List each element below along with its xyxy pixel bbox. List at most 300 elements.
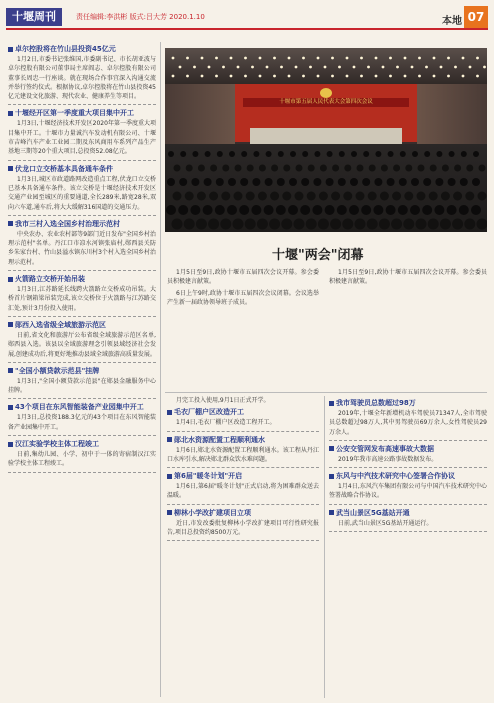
article-divider [329,504,487,505]
bullet-square-icon [329,401,334,406]
ceiling-light [476,75,479,78]
mid_col-headline-text: 郧北水资源配置工程顺利通水 [174,435,265,444]
ceiling-light [462,57,465,60]
article-divider [167,467,319,468]
article-divider [8,362,156,363]
ceiling-light [425,66,428,69]
left_col-headline-text: 郧西入选省级全域旅游示范区 [15,320,106,329]
audience-head [301,178,309,186]
article-divider [8,215,156,216]
audience-head [466,165,473,172]
left_col-headline [8,274,156,284]
audience-head [276,205,286,215]
stage-banner: 十堰市第五届人民代表大会第四次会议 [243,98,409,107]
left_col-body: 1月3日,总投资188.3亿元的43个项目在东风智能装备产业园集中开工。 [8,414,156,431]
page-number: 07 [464,6,488,28]
audience-head [380,192,389,201]
section-rule [165,392,487,393]
ceiling-light [404,57,407,60]
ceiling-light [476,57,479,60]
article-divider [329,440,487,441]
right_col-body: 1月4日,东风汽车集团有限公司与中国汽车技术研究中心签署战略合作协议。 [329,483,487,500]
bullet-square-icon [167,510,172,515]
masthead: 十堰周刊 [6,8,62,26]
left_col-headline-text: 十堰经开区第一季度重大项目集中开工 [15,109,134,118]
audience-head [234,192,243,201]
audience-head [418,165,425,172]
ceiling-light [389,57,392,60]
audience-head [245,219,256,230]
audience-head [387,178,395,186]
bullet-square-icon [329,510,334,515]
audience-head [373,205,383,215]
audience-head [220,219,231,230]
audience-head [460,178,468,186]
audience-head [235,165,242,172]
audience-head [215,205,225,215]
right_col-body: 2019年我市高速公路事故数据发布。 [338,455,438,463]
mid_col-headline-text: 第6届"暖冬计划"开启 [174,472,243,481]
audience-head [410,205,420,215]
left_col-headline-text: 火箭路立交桥开始吊装 [15,275,85,284]
audience-head [392,192,401,201]
audience-head [332,165,339,172]
audience-head [168,151,174,157]
audience-head [203,205,213,215]
right-column [329,396,487,698]
right_col-headline [329,444,487,454]
audience-head [453,192,462,201]
ceiling-light [201,57,204,60]
audience-head [362,178,370,186]
audience-heads [165,148,487,232]
audience-head [288,205,298,215]
audience-head [363,151,369,157]
audience-head [247,165,254,172]
audience-head [331,192,340,201]
left_col-body: 日前,省文化和旅游厅公布省级全域旅游示范区名单,郧西县入选。该县以全域旅游理念引领县域经济社会发展,创建成功后,将更好地推动县域全域旅游高质量发展。 [8,331,156,358]
audience-head [447,205,457,215]
ceiling-light [222,66,225,69]
audience-head [266,151,272,157]
left_col-body: 中央农办、农业农村部等9部门近日发布"全国乡村治理示范村"名单。丹江口市凉水河镇张庙村,郧西县关防乡朱家台村、竹山县溢水镇东川村3个村入选全国乡村治理示范村。 [8,230,156,266]
mid_col-headline [167,508,319,518]
audience-head [349,205,359,215]
audience-head [278,151,284,157]
bullet-square-icon [8,405,13,410]
audience-head [264,205,274,215]
mid-paragraph-1: 1月5日至9日,政协十堰市五届四次会议开幕。参会委员积极建言献策。 [167,269,319,286]
audience-head [252,178,260,186]
ceiling-light [273,57,276,60]
ceiling-light [353,66,356,69]
ceiling-light [317,57,320,60]
left_col-headline [8,439,156,449]
ceiling-light [331,57,334,60]
audience-head [326,178,334,186]
ceiling-light [483,66,486,69]
audience-head [379,219,390,230]
left_col-headline [8,366,156,376]
audience-head [185,192,194,201]
audience-head [239,205,249,215]
assembly-photo [165,48,487,232]
audience-head [191,178,199,186]
audience-head [180,151,186,157]
ceiling-light [208,66,211,69]
audience-head [295,192,304,201]
left_col-headline-text: 43个项目在东风智能装备产业园集中开工 [15,403,144,412]
header-info: 责任编辑:李洪彬 版式:吕大芳 2020.1.10 [76,13,205,21]
audience-head [404,192,413,201]
audience-head [356,192,365,201]
ceiling-light [367,66,370,69]
audience-head [368,192,377,201]
audience-head [308,165,315,172]
ceiling-light [302,57,305,60]
audience-head [461,151,467,157]
right_col-headline [329,398,487,408]
right_col-headline [329,471,487,481]
audience-head [210,165,217,172]
audience-head [184,219,195,230]
audience-head [428,219,439,230]
left_col-headline [8,164,156,174]
ceiling-light [418,75,421,78]
mid_col-headline [167,471,319,481]
audience-head [277,178,285,186]
ceiling-light [259,75,262,78]
audience-head [471,205,481,215]
audience-head [374,178,382,186]
audience-head [343,192,352,201]
audience-head [423,178,431,186]
left-column [8,42,156,698]
article-divider [167,540,319,541]
audience-head [355,219,366,230]
ceiling-light [172,57,175,60]
audience-head [441,192,450,201]
audience-head [464,219,475,230]
ceiling-light [251,66,254,69]
left_col-body: 日前,集幼儿园、小学、初中于一体的寄宿制汉江实验学校主体工程竣工。 [8,451,156,468]
audience-head [449,151,455,157]
article-divider [167,504,319,505]
audience-head [442,165,449,172]
audience-head [228,178,236,186]
ceiling-light [288,57,291,60]
audience-head [302,151,308,157]
audience-head [282,192,291,201]
ceiling-light [244,75,247,78]
audience-head [313,178,321,186]
audience-head [327,151,333,157]
bullet-square-icon [329,474,334,479]
audience-head [454,165,461,172]
bullet-square-icon [8,442,13,447]
audience-head [430,165,437,172]
column-divider-2 [324,396,325,698]
mid_col-headline [167,407,319,417]
bullet-square-icon [8,368,13,373]
right_col-headline-text: 东风与中汽技术研究中心签署合作协议 [336,472,455,481]
audience-head [257,219,268,230]
article-divider [8,398,156,399]
ceiling-light [309,66,312,69]
audience-head [197,192,206,201]
article-divider [8,270,156,271]
article-divider [329,531,487,532]
mid_col-headline-text: 柳林小学改扩建项目立项 [174,508,251,517]
audience-head [416,219,427,230]
audience-head [209,192,218,201]
mid-paragraph-2: 6日上午9时,政协十堰市五届四次会议闭幕。会议选举产生新一届政协领导班子成员。 [167,289,319,306]
audience-head [227,205,237,215]
ceiling-light [244,57,247,60]
bullet-square-icon [8,221,13,226]
audience-head [205,151,211,157]
ceiling-light [462,75,465,78]
right_col-headline-text: 我市驾驶员总数超过98万 [336,399,416,407]
column-divider [160,42,161,697]
left_col-headline-text: 我市三村入选全国乡村治理示范村 [15,219,120,228]
ceiling-light [331,75,334,78]
mid_col-body: 1月6日,郧北水资源配置工程顺利通水。该工程从丹江口水库引水,解决郧北群众饮水难问题。 [167,446,319,463]
audience-head [259,165,266,172]
mid-text-top: 月完工投入使用,9月1日正式开学。 [176,397,270,404]
article-divider [8,472,156,473]
left_col-headline [8,44,156,54]
audience-head [251,205,261,215]
left_col-headline [8,219,156,229]
ceiling-light [259,57,262,60]
audience-head [357,165,364,172]
ceiling-light [454,66,457,69]
audience-head [174,165,181,172]
left_col-headline-text: 卓尔控股将在竹山县投资45亿元 [15,45,116,53]
ceiling-light [338,66,341,69]
audience-head [477,219,488,230]
audience-head [429,192,438,201]
audience-head [233,219,244,230]
mid-article-a [167,268,319,388]
audience-head [319,192,328,201]
audience-head [166,205,176,215]
audience-head [296,165,303,172]
audience-head [337,205,347,215]
ceiling-light [230,75,233,78]
audience-head [381,165,388,172]
ceiling-light [288,75,291,78]
article-divider [167,431,319,432]
right_col-headline [329,508,487,518]
mid_col-headline-text: 毛衣厂棚户区改造开工 [174,408,244,417]
audience-head [198,165,205,172]
audience-head [258,192,267,201]
audience-head [393,165,400,172]
article-divider [329,467,487,468]
bullet-square-icon [8,166,13,171]
ceiling-light [396,66,399,69]
audience-head [388,151,394,157]
audience-head [412,151,418,157]
left_col-body: 1月2日,市委书记张维国,市委副书记、市长胡亚波与卓尔控股有限公司董事局主席阎志、卓尔控股有限公司董事长周忠一行座谈。就在现场合作事宜深入沟通交流并举行签约仪式。根据协议,卓尔控股将在竹山县投资45亿元建设文化旅游、现代农业、健康养生等项目。 [8,56,156,101]
mid_col-headline [167,435,319,445]
audience-head [375,151,381,157]
ceiling-light [418,57,421,60]
ceiling-light [324,66,327,69]
audience-head [440,219,451,230]
section-label: 本地 [442,16,462,27]
article-divider [8,160,156,161]
audience-head [422,205,432,215]
ceiling-light [179,66,182,69]
ceiling-light [317,75,320,78]
national-emblem [320,88,332,98]
left_col-headline [8,320,156,330]
audience-head [361,205,371,215]
ceiling-light [411,66,414,69]
mid_col-body: 1月6日,第6届"暖冬计划"正式启动,将为困难群众送去温暖。 [167,483,319,500]
ceiling-light [172,75,175,78]
audience-head [448,178,456,186]
audience-head [478,192,487,201]
ceiling-light [346,75,349,78]
audience-head [269,219,280,230]
audience-head [306,219,317,230]
right_col-body: 2019年,十堰全年新增机动车驾驶员71347人,全市驾驶员总数超过98万人,其中男驾驶员69万余人,女性驾驶员29万余人。 [329,410,487,436]
audience-head [265,178,273,186]
bullet-square-icon [8,322,13,327]
audience-head [320,165,327,172]
audience-head [411,178,419,186]
right_col-headline-text: 公安交管网发布高速事故大数据 [336,444,434,453]
audience-head [289,178,297,186]
bullet-square-icon [8,277,13,282]
audience-head [435,178,443,186]
audience-head [281,219,292,230]
audience-head [398,205,408,215]
audience-head [229,151,235,157]
bullet-square-icon [167,474,172,479]
left_col-body: 1月3日,江苏路延长线跨火箭路立交桥成功吊装。大桥首片钢箱梁吊装完成,该立交桥位于火箭路与江苏路交汇处,预计3月份投入使用。 [8,286,156,312]
ceiling-light [302,75,305,78]
left_col-body: 1月3日,城区市政道路网改造重点工程,伏龙口立交桥已基本具备通车条件。该立交桥是十堰经济技术开发区交通产业园至城区的重要通道,全长289米,路宽28米,双向六车道,通车后,将大大缓解316国道的交通压力。 [8,175,156,211]
audience-head [216,178,224,186]
audience-head [271,165,278,172]
audience-head [369,165,376,172]
audience-head [204,178,212,186]
left_col-headline-text: "全国小额贷款示范县"挂牌 [15,366,100,375]
ceiling-light [360,57,363,60]
audience-head [270,192,279,201]
ceiling-light [295,66,298,69]
audience-head [318,219,329,230]
audience-head [253,151,259,157]
ceiling-light [273,75,276,78]
article-divider [8,435,156,436]
bullet-square-icon [8,111,13,116]
audience-head [436,151,442,157]
audience-head [208,219,219,230]
left_col-body: 1月3日,十堰经济技术开发区2020年第一季度重大项目集中开工。十堰市力量诚汽车发动机有限公司、十堰市吉峰汽车产业工业园二期及东风商用车系列产品生产基地三期等20个重大项目,总投资52.08亿元。 [8,120,156,156]
mid-paragraph-3: 1月5日至9日,政协十堰市五届四次会议开幕。参会委员积极建言献策。 [329,269,487,286]
ceiling-light [215,75,218,78]
audience-head [240,178,248,186]
audience-head [479,165,486,172]
ceiling-light [266,66,269,69]
left_col-headline-text: 伏龙口立交桥基本具备通车条件 [15,164,113,173]
audience-head [330,219,341,230]
audience-head [300,205,310,215]
bullet-square-icon [167,410,172,415]
audience-head [339,151,345,157]
left_col-body: 1月3日,"全国小额贷款示范县"在郧县金融服务中心挂牌。 [8,377,156,395]
ceiling-light [382,66,385,69]
right_col-body: 日前,武当山景区5G基站开通运行。 [338,519,433,527]
ceiling-light [186,57,189,60]
audience-head [342,219,353,230]
audience-head [434,205,444,215]
audience-head [307,192,316,201]
audience-head [283,165,290,172]
article-divider [8,316,156,317]
mid-column-lower [167,396,319,698]
ceiling-light [375,75,378,78]
ceiling-light [215,57,218,60]
ceiling-light [186,75,189,78]
bullet-square-icon [329,446,334,451]
left_col-headline [8,402,156,412]
audience-head [186,165,193,172]
left_col-headline [8,108,156,118]
ceiling-light [346,57,349,60]
ceiling-light [447,75,450,78]
audience-head [167,178,175,186]
audience-head [314,151,320,157]
audience-head [190,205,200,215]
audience-head [178,205,188,215]
audience-head [367,219,378,230]
audience-head [405,165,412,172]
headline-title: 十堰"两会"闭幕 [272,248,364,263]
audience-head [403,219,414,230]
audience-head [465,192,474,201]
audience-head [424,151,430,157]
ceiling-light [389,75,392,78]
left_col-headline-text: 汉江实验学校主体工程竣工 [15,440,99,449]
audience-head [294,219,305,230]
mid_col-body: 近日,市发改委批复柳林小学改扩建项目可行性研究报告,项目总投资约8500万元。 [167,519,319,537]
right_col-headline-text: 武当山景区5G基站开通 [336,508,410,517]
ceiling-light [193,66,196,69]
ceiling-light [440,66,443,69]
ceiling-light [469,66,472,69]
audience-head [350,178,358,186]
ceiling-light [433,75,436,78]
audience-head [221,192,230,201]
ceiling-light [404,75,407,78]
audience-head [399,178,407,186]
audience-head [222,165,229,172]
audience-head [386,205,396,215]
audience-head [290,151,296,157]
audience-head [312,205,322,215]
ceiling-light [237,66,240,69]
ceiling-light [280,66,283,69]
audience-head [172,219,183,230]
bullet-square-icon [8,47,13,52]
